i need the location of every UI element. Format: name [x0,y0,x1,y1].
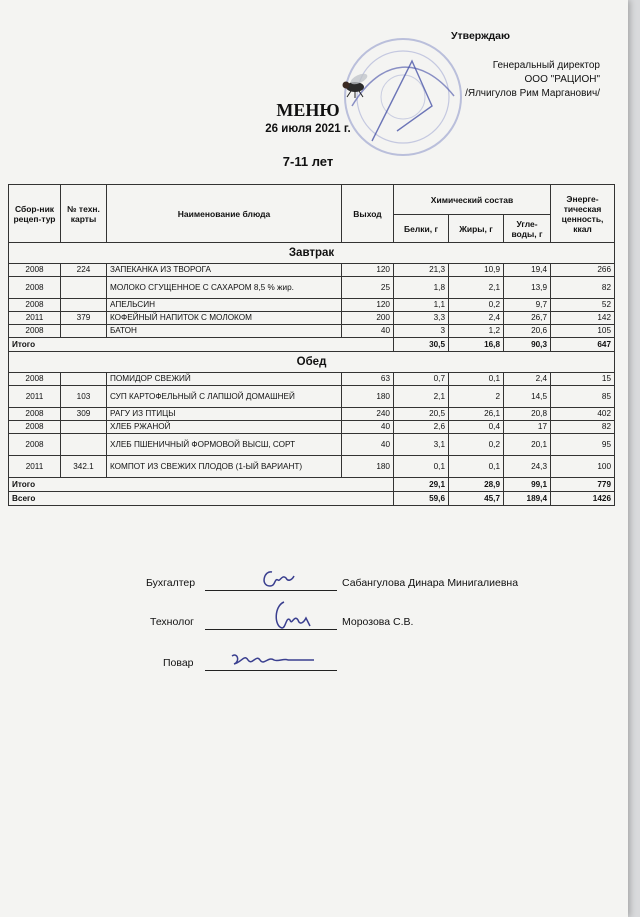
cell-carbs: 13,9 [504,277,551,299]
cell-energy: 52 [551,299,615,312]
cell-fat: 0,4 [449,421,504,434]
cell-card: 379 [61,312,107,325]
table-row [9,299,615,312]
cell-output: 180 [342,386,394,408]
total-carbs: 90,3 [504,338,551,352]
total-label: Итого [9,478,394,492]
cook-signature-icon [228,648,318,672]
cell-output: 240 [342,408,394,421]
cell-protein: 3,1 [394,434,449,456]
total-fat: 16,8 [449,338,504,352]
table-row [9,408,615,421]
cell-card [61,277,107,299]
cell-protein: 1,1 [394,299,449,312]
technologist-signature-icon [272,596,316,636]
header-carbs: Угле-воды, г [504,215,551,243]
cell-protein: 20,5 [394,408,449,421]
menu-table-body [9,243,615,506]
table-row [9,373,615,386]
cell-dish: АПЕЛЬСИН [107,299,342,312]
cell-carbs: 20,6 [504,325,551,338]
cell-dish: КОФЕЙНЫЙ НАПИТОК С МОЛОКОМ [107,312,342,325]
cell-carbs: 14,5 [504,386,551,408]
total-fat: 28,9 [449,478,504,492]
cell-energy: 15 [551,373,615,386]
cell-dish: ПОМИДОР СВЕЖИЙ [107,373,342,386]
cell-card: 342.1 [61,456,107,478]
table-row [9,277,615,299]
cell-output: 25 [342,277,394,299]
total-label: Итого [9,338,394,352]
cell-card [61,421,107,434]
cell-dish: ХЛЕБ ПШЕНИЧНЫЙ ФОРМОВОЙ ВЫСШ, СОРТ [107,434,342,456]
cell-collection: 2008 [9,277,61,299]
cell-protein: 0,7 [394,373,449,386]
cell-fat: 10,9 [449,264,504,277]
signature-role-cook: Повар [163,657,194,669]
signature-name-accountant: Сабангулова Динара Минигалиевна [342,577,519,589]
grand-total-protein: 59,6 [394,492,449,506]
cell-output: 63 [342,373,394,386]
cell-card: 103 [61,386,107,408]
cell-card: 224 [61,264,107,277]
grand-total-fat: 45,7 [449,492,504,506]
age-group: 7-11 лет [282,154,334,169]
header-chem: Химический состав [394,185,551,215]
cell-output: 120 [342,299,394,312]
cell-output: 40 [342,325,394,338]
cell-carbs: 9,7 [504,299,551,312]
cell-energy: 85 [551,386,615,408]
cell-card: 309 [61,408,107,421]
total-protein: 29,1 [394,478,449,492]
approval-title: Утверждаю [450,30,510,42]
cell-carbs: 24,3 [504,456,551,478]
section-row [9,352,615,373]
cell-fat: 2 [449,386,504,408]
cell-carbs: 20,8 [504,408,551,421]
cell-dish: ЗАПЕКАНКА ИЗ ТВОРОГА [107,264,342,277]
cell-energy: 82 [551,421,615,434]
cell-card [61,299,107,312]
signature-name-technologist: Морозова С.В. [342,616,414,628]
cell-output: 120 [342,264,394,277]
cell-collection: 2008 [9,421,61,434]
cell-carbs: 2,4 [504,373,551,386]
cell-output: 200 [342,312,394,325]
total-row [9,478,615,492]
cell-card [61,373,107,386]
cell-protein: 2,6 [394,421,449,434]
cell-energy: 266 [551,264,615,277]
approval-company: ООО "РАЦИОН" [524,74,600,85]
header-card: № техн. карты [61,185,107,243]
cell-protein: 21,3 [394,264,449,277]
cell-carbs: 19,4 [504,264,551,277]
menu-date: 26 июля 2021 г. [265,123,351,135]
cell-fat: 0,1 [449,456,504,478]
header-collection: Сбор-ник рецеп-тур [9,185,61,243]
cell-carbs: 17 [504,421,551,434]
cell-energy: 142 [551,312,615,325]
cell-fat: 2,1 [449,277,504,299]
section-title: Обед [9,352,615,373]
section-title: Завтрак [9,243,615,264]
signature-role-technologist: Технолог [150,616,195,628]
table-row [9,386,615,408]
cell-dish: БАТОН [107,325,342,338]
cell-card [61,434,107,456]
approval-position: Генеральный директор [492,60,600,71]
approval-director-name: /Ялчигулов Рим Марганович/ [465,88,600,99]
total-carbs: 99,1 [504,478,551,492]
header-protein: Белки, г [394,215,449,243]
cell-card [61,325,107,338]
cell-dish: КОМПОТ ИЗ СВЕЖИХ ПЛОДОВ (1-ЫЙ ВАРИАНТ) [107,456,342,478]
cell-dish: МОЛОКО СГУЩЕННОЕ С САХАРОМ 8,5 % жир. [107,277,342,299]
cell-collection: 2008 [9,325,61,338]
cell-collection: 2008 [9,408,61,421]
cell-energy: 82 [551,277,615,299]
cell-energy: 100 [551,456,615,478]
cell-collection: 2011 [9,312,61,325]
cell-dish: ХЛЕБ РЖАНОЙ [107,421,342,434]
cell-collection: 2008 [9,373,61,386]
grand-total-row [9,492,615,506]
cell-protein: 1,8 [394,277,449,299]
cell-carbs: 20,1 [504,434,551,456]
cell-collection: 2011 [9,456,61,478]
table-row [9,456,615,478]
cell-output: 180 [342,456,394,478]
cell-energy: 402 [551,408,615,421]
grand-total-carbs: 189,4 [504,492,551,506]
signature-line-technologist [205,629,337,630]
grand-total-energy: 1426 [551,492,615,506]
cell-energy: 95 [551,434,615,456]
table-row [9,312,615,325]
total-energy: 647 [551,338,615,352]
table-row [9,264,615,277]
cell-protein: 0,1 [394,456,449,478]
cell-carbs: 26,7 [504,312,551,325]
cell-fat: 0,1 [449,373,504,386]
cell-dish: СУП КАРТОФЕЛЬНЫЙ С ЛАПШОЙ ДОМАШНЕЙ [107,386,342,408]
fly-icon [335,70,375,100]
signature-role-accountant: Бухгалтер [146,577,196,589]
cell-output: 40 [342,434,394,456]
cell-protein: 2,1 [394,386,449,408]
header-fat: Жиры, г [449,215,504,243]
page-title: МЕНЮ [276,100,340,120]
cell-energy: 105 [551,325,615,338]
table-row [9,325,615,338]
cell-collection: 2008 [9,264,61,277]
cell-protein: 3,3 [394,312,449,325]
cell-fat: 0,2 [449,299,504,312]
cell-protein: 3 [394,325,449,338]
table-row [9,421,615,434]
total-energy: 779 [551,478,615,492]
section-row [9,243,615,264]
total-protein: 30,5 [394,338,449,352]
cell-output: 40 [342,421,394,434]
cell-fat: 1,2 [449,325,504,338]
cell-fat: 26,1 [449,408,504,421]
grand-total-label: Всего [9,492,394,506]
accountant-signature-icon [258,566,298,592]
total-row [9,338,615,352]
header-energy: Энерге-тическая ценность, ккал [551,185,615,243]
menu-table [8,184,615,506]
cell-dish: РАГУ ИЗ ПТИЦЫ [107,408,342,421]
cell-collection: 2008 [9,434,61,456]
cell-fat: 2,4 [449,312,504,325]
table-row [9,434,615,456]
cell-collection: 2008 [9,299,61,312]
cell-collection: 2011 [9,386,61,408]
header-dish: Наименование блюда [107,185,342,243]
header-output: Выход [342,185,394,243]
cell-fat: 0,2 [449,434,504,456]
